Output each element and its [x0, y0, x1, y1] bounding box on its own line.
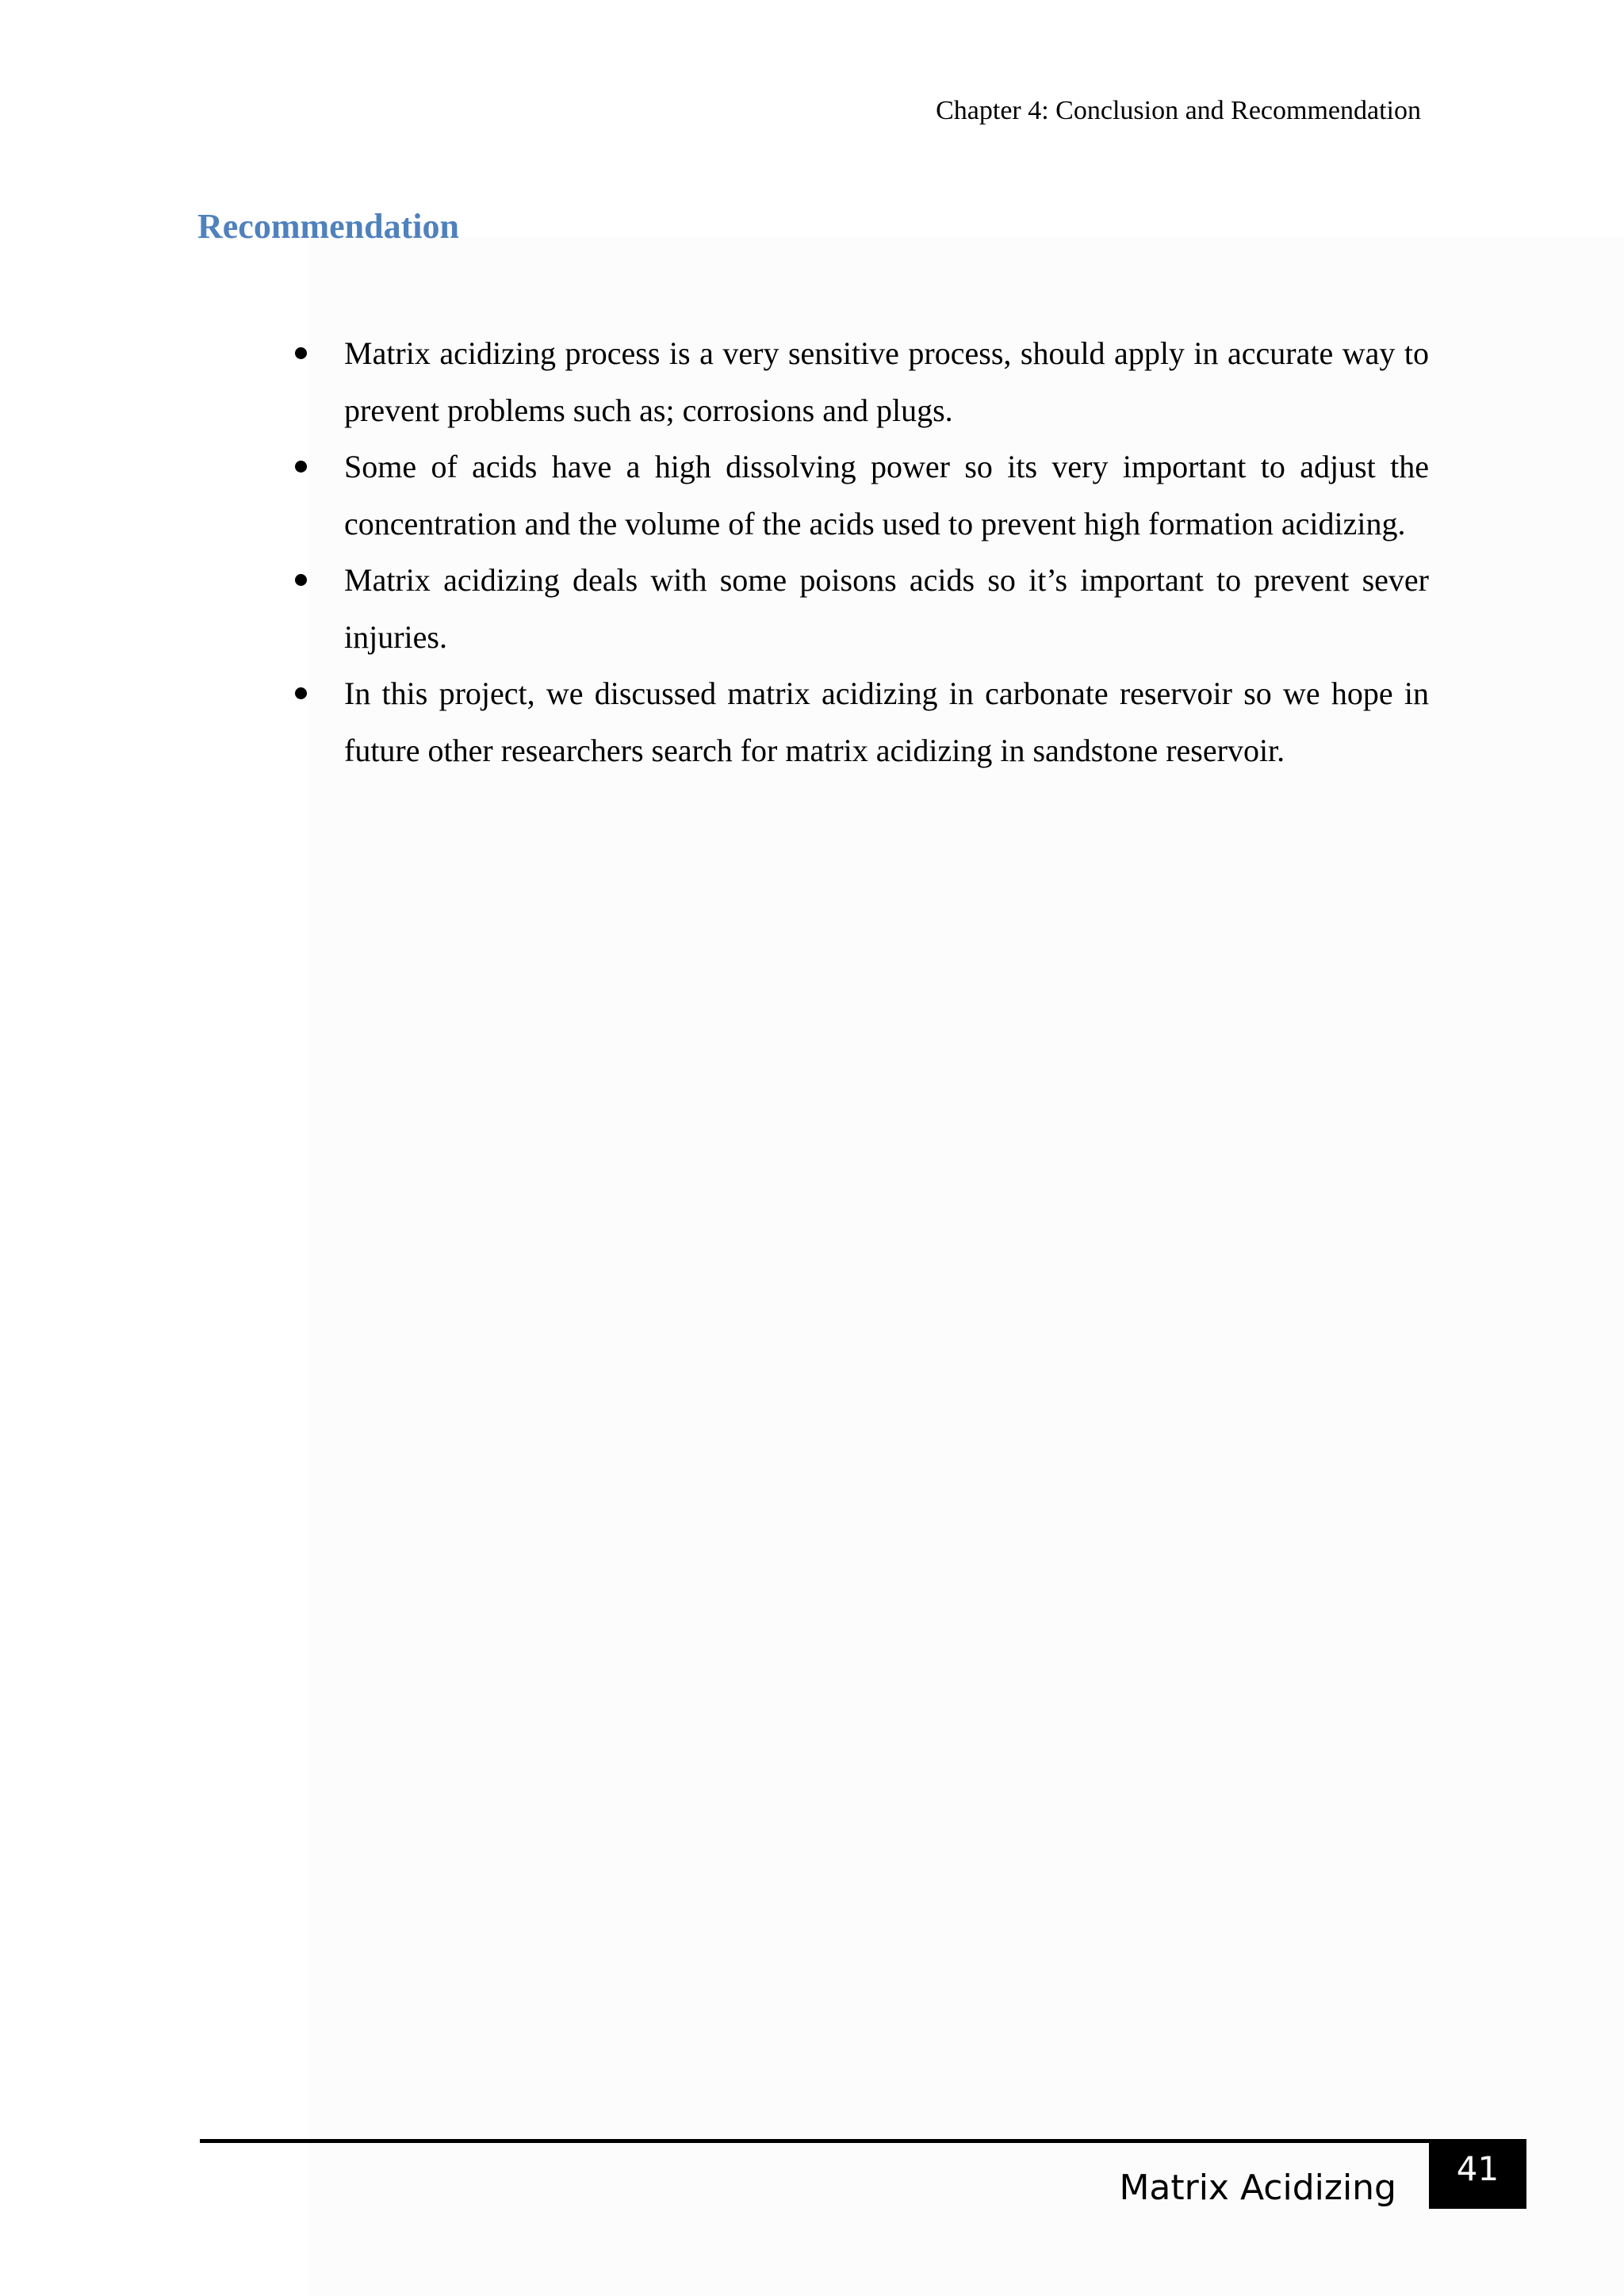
- page-number: 41: [1429, 2139, 1526, 2209]
- list-item-text: Some of acids have a high dissolving power so its very important to adjust the concentration and the volume of the acids used to prevent high formation acidizing.: [344, 449, 1429, 541]
- running-header: Chapter 4: Conclusion and Recommendation: [936, 96, 1421, 125]
- list-item: [344, 325, 1429, 438]
- bullet-icon: [295, 347, 307, 359]
- footer-title: Matrix Acidizing: [1119, 2168, 1396, 2208]
- list-item: [344, 665, 1429, 779]
- footer-divider: [200, 2139, 1429, 2143]
- bullet-icon: [295, 461, 307, 473]
- list-item: [344, 552, 1429, 665]
- section-heading: Recommendation: [197, 207, 459, 246]
- list-item: [344, 438, 1429, 552]
- list-item-text: In this project, we discussed matrix acidizing in carbonate reservoir so we hope in future other researchers search for matrix acidizing in sandstone reservoir.: [344, 675, 1429, 768]
- bullet-icon: [295, 574, 307, 586]
- list-item-text: Matrix acidizing deals with some poisons acids so it’s important to prevent sever injuries.: [344, 562, 1429, 655]
- bullet-icon: [295, 687, 307, 699]
- list-item-text: Matrix acidizing process is a very sensitive process, should apply in accurate way to prevent problems such as; corrosions and plugs.: [344, 335, 1429, 428]
- recommendation-list: [0, 325, 1624, 779]
